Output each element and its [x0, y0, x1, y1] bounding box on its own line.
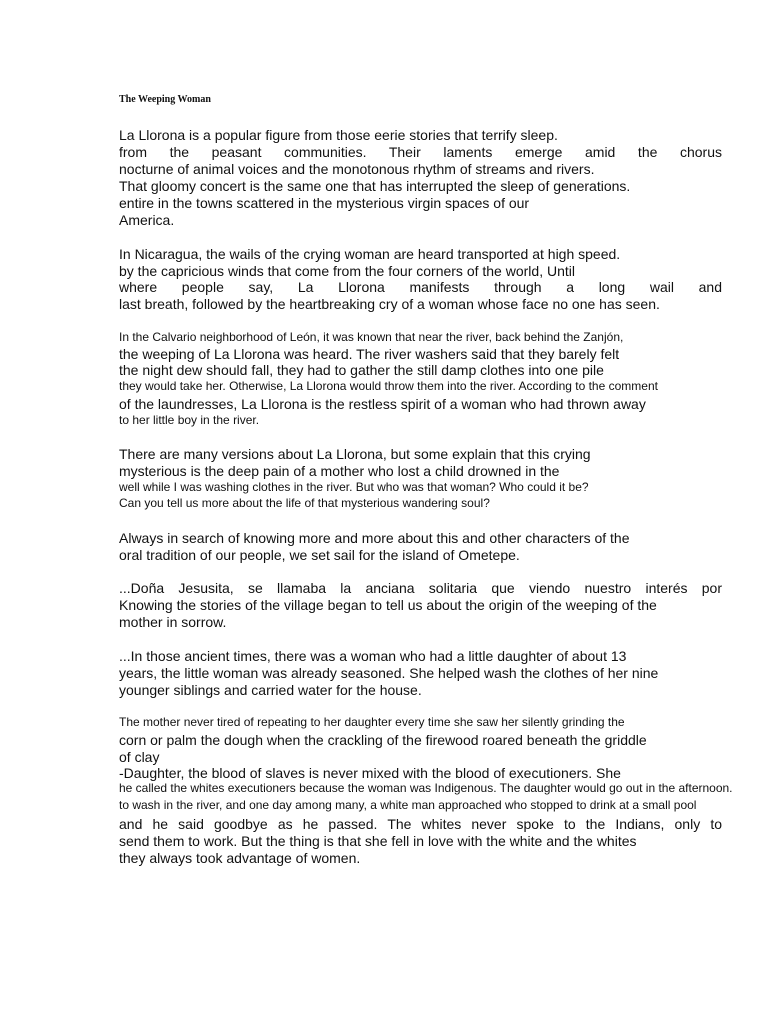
text-line: the weeping of La Llorona was heard. The river washers said that they barely felt: [119, 346, 620, 362]
text-line: last breath, followed by the heartbreaking cry of a woman whose face no one has seen.: [119, 296, 660, 312]
text-line: years, the little woman was already seasoned. She helped wash the clothes of her nine: [119, 665, 659, 681]
text-line: corn or palm the dough when the crackling of the firewood roared beneath the griddle: [119, 732, 647, 748]
text-line: where people say, La Llorona manifests through a long wail and: [119, 279, 722, 295]
text-line: In Nicaragua, the wails of the crying woman are heard transported at high speed.: [119, 246, 621, 262]
text-line: ...Doña Jesusita, se llamaba la anciana solitaria que viendo nuestro interés por: [119, 580, 722, 596]
text-line: La Llorona is a popular figure from those eerie stories that terrify sleep.: [119, 127, 558, 143]
text-line: and he said goodbye as he passed. The whites never spoke to the Indians, only to: [119, 816, 722, 832]
text-line: nocturne of animal voices and the monotonous rhythm of streams and rivers.: [119, 161, 595, 177]
text-line: of clay: [119, 749, 160, 765]
text-line: Knowing the stories of the village began to tell us about the origin of the weeping of the: [119, 597, 657, 613]
text-line: they would take her. Otherwise, La Llorona would throw them into the river. According to the comment: [119, 379, 658, 393]
text-line: oral tradition of our people, we set sail for the island of Ometepe.: [119, 547, 520, 563]
text-line: to her little boy in the river.: [119, 413, 260, 427]
document-title: The Weeping Woman: [119, 94, 211, 105]
text-line: to wash in the river, and one day among many, a white man approached who stopped to drink at a small pool: [119, 798, 697, 812]
text-line: ...In those ancient times, there was a woman who had a little daughter of about 13: [119, 648, 627, 664]
text-line: entire in the towns scattered in the mysterious virgin spaces of our: [119, 195, 530, 211]
text-line: mysterious is the deep pain of a mother who lost a child drowned in the: [119, 463, 560, 479]
text-line: they always took advantage of women.: [119, 850, 361, 866]
text-line: well while I was washing clothes in the river. But who was that woman? Who could it be?: [119, 480, 589, 494]
text-line: the night dew should fall, they had to gather the still damp clothes into one pile: [119, 362, 604, 378]
text-line: That gloomy concert is the same one that has interrupted the sleep of generations.: [119, 178, 631, 194]
text-line: from the peasant communities. Their laments emerge amid the chorus: [119, 144, 722, 160]
text-line: Can you tell us more about the life of that mysterious wandering soul?: [119, 496, 490, 510]
text-line: by the capricious winds that come from the four corners of the world, Until: [119, 263, 575, 279]
text-line: -Daughter, the blood of slaves is never mixed with the blood of executioners. She: [119, 765, 621, 781]
text-line: The mother never tired of repeating to her daughter every time she saw her silently grinding the: [119, 715, 625, 729]
text-line: younger siblings and carried water for the house.: [119, 682, 422, 698]
text-line: In the Calvario neighborhood of León, it was known that near the river, back behind the Zanjón,: [119, 330, 624, 344]
text-line: There are many versions about La Llorona, but some explain that this crying: [119, 446, 591, 462]
text-line: mother in sorrow.: [119, 614, 227, 630]
text-line: of the laundresses, La Llorona is the restless spirit of a woman who had thrown away: [119, 396, 646, 412]
text-line: he called the whites executioners because the woman was Indigenous. The daughter would go out in the afternoon.: [119, 781, 733, 795]
text-line: America.: [119, 212, 175, 228]
text-line: Always in search of knowing more and more about this and other characters of the: [119, 530, 630, 546]
text-line: send them to work. But the thing is that she fell in love with the white and the whites: [119, 833, 637, 849]
